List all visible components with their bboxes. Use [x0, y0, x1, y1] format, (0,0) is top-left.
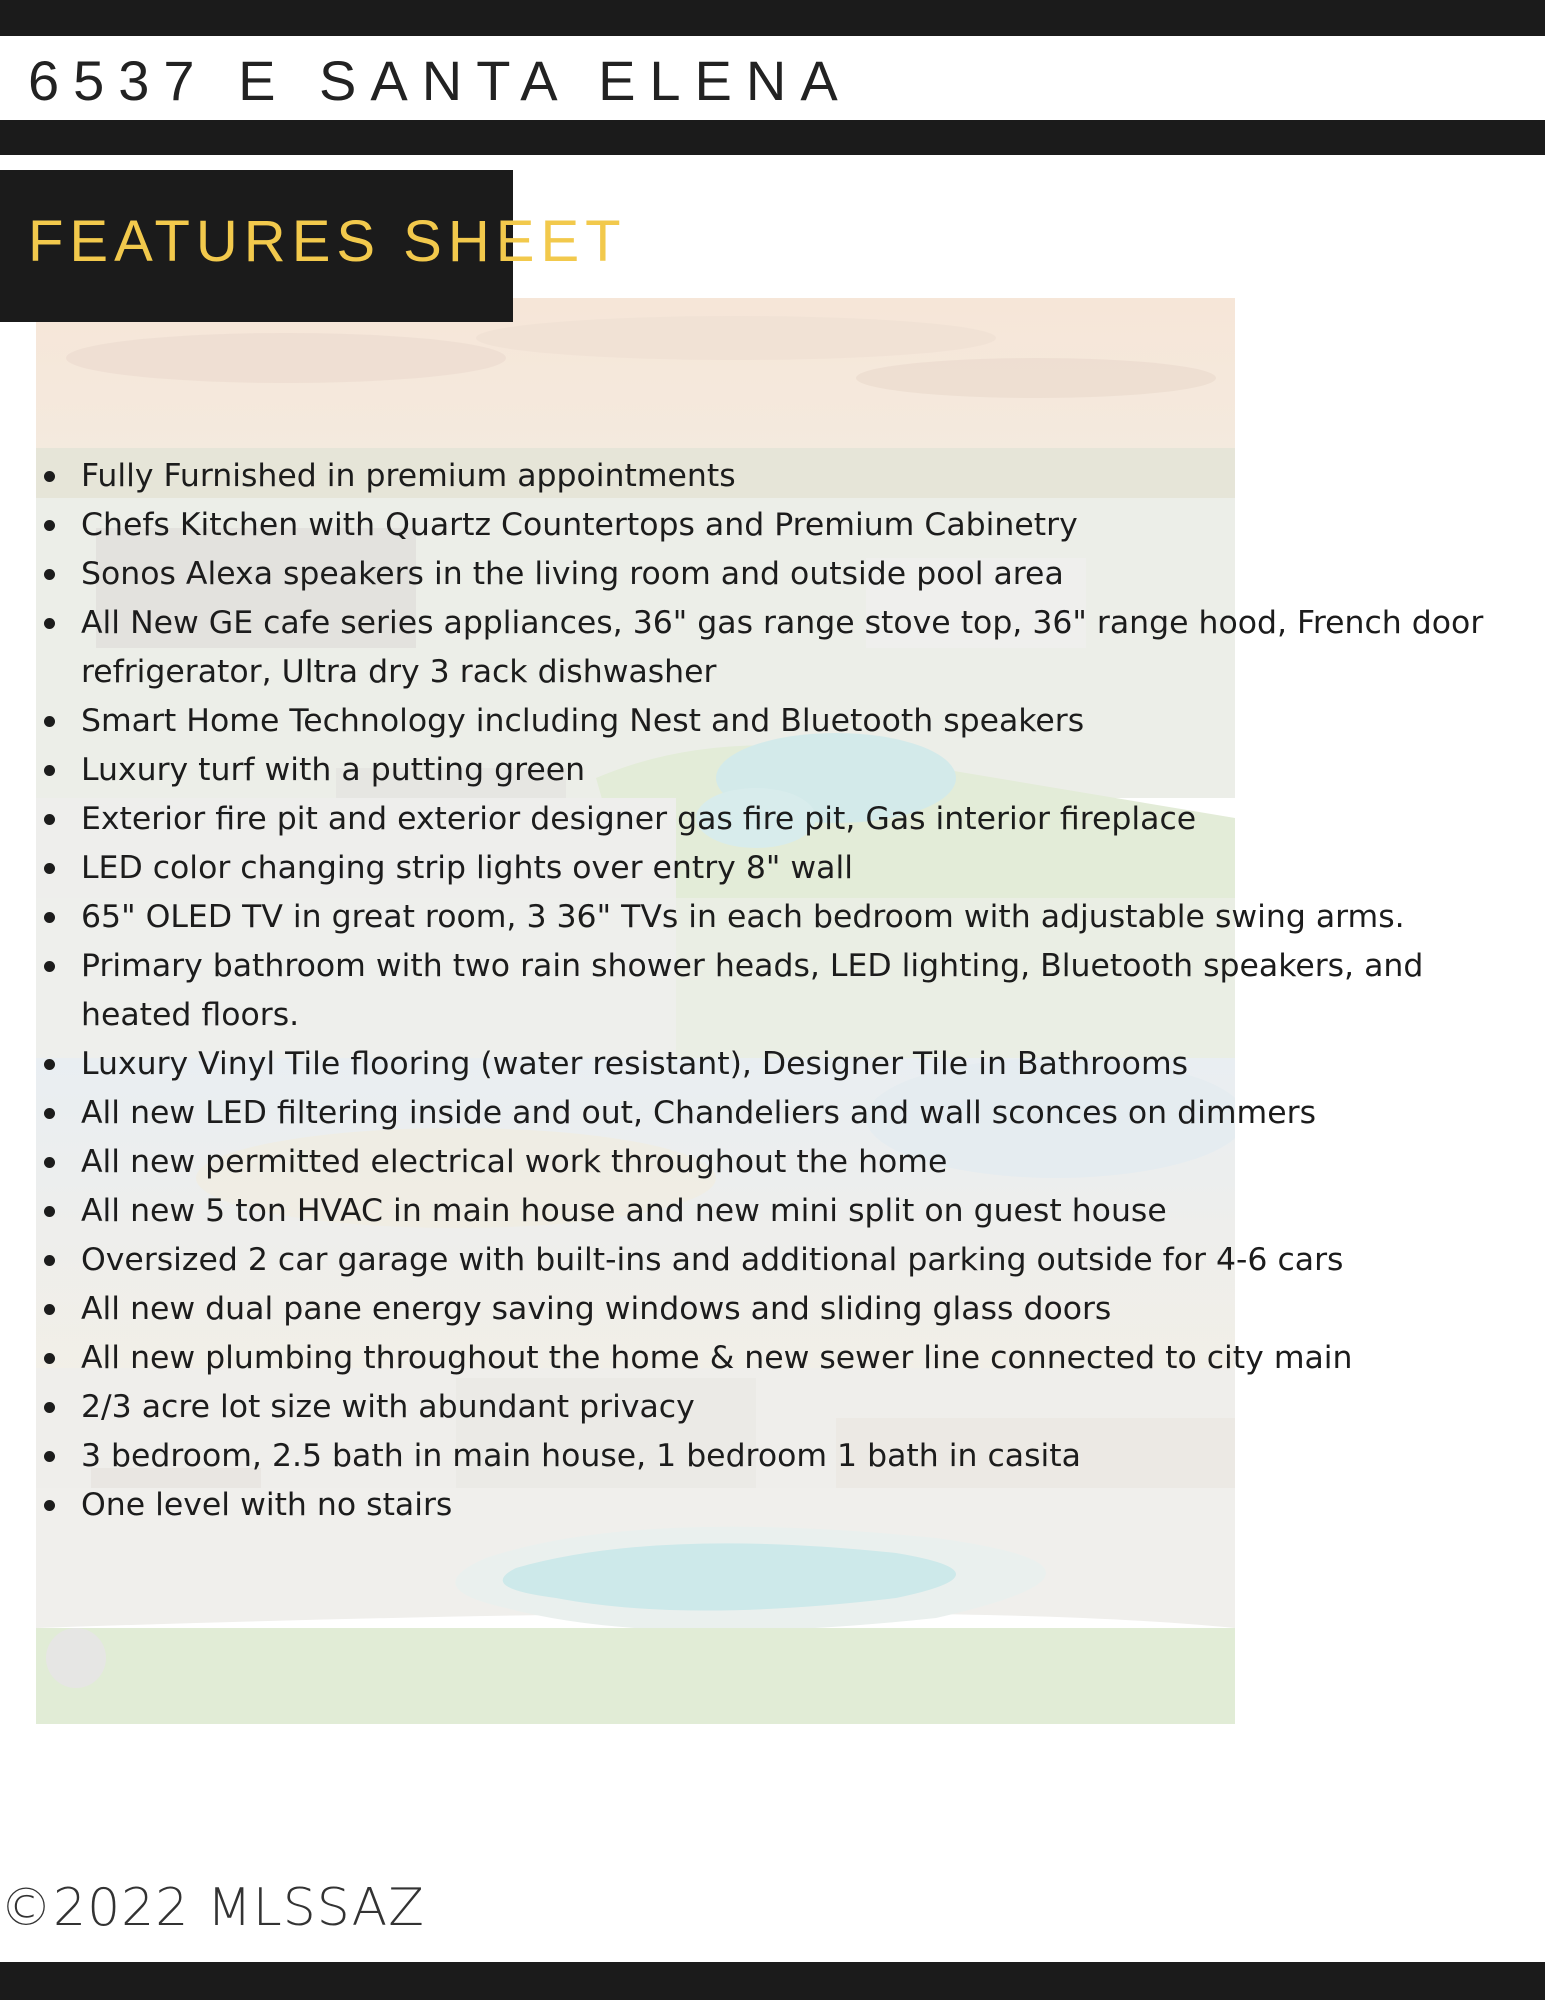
list-item [0, 1187, 1545, 1236]
bullet-icon [44, 1304, 55, 1315]
list-item [0, 697, 1545, 746]
feature-text: 3 bedroom, 2.5 bath in main house, 1 bedroom 1 bath in casita [81, 1438, 1081, 1474]
list-item [0, 1089, 1545, 1138]
list-item [0, 599, 1545, 697]
feature-text: 65" OLED TV in great room, 3 36" TVs in each bedroom with adjustable swing arms. [81, 899, 1405, 935]
list-item [0, 1040, 1545, 1089]
bullet-icon [44, 1059, 55, 1070]
bullet-icon [44, 1402, 55, 1413]
list-item [0, 795, 1545, 844]
bullet-icon [44, 569, 55, 580]
feature-text: All new 5 ton HVAC in main house and new mini split on guest house [81, 1193, 1167, 1229]
feature-text: All new LED filtering inside and out, Chandeliers and wall sconces on dimmers [81, 1095, 1316, 1131]
feature-text: All new plumbing throughout the home & new sewer line connected to city main [81, 1340, 1353, 1376]
copyright-watermark: ©2022 MLSSAZ [0, 1878, 425, 1938]
bullet-icon [44, 863, 55, 874]
list-item [0, 1138, 1545, 1187]
top-bar [0, 0, 1545, 36]
feature-text: Luxury turf with a putting green [81, 752, 586, 788]
list-item [0, 844, 1545, 893]
feature-text: 2/3 acre lot size with abundant privacy [81, 1389, 695, 1425]
bullet-icon [44, 520, 55, 531]
feature-text: LED color changing strip lights over entry 8" wall [81, 850, 853, 886]
bullet-icon [44, 471, 55, 482]
section-title: FEATURES SHEET [28, 209, 627, 274]
bullet-icon [44, 1451, 55, 1462]
bullet-icon [44, 618, 55, 629]
property-address: 6537 E SANTA ELENA [28, 49, 852, 112]
feature-text: Smart Home Technology including Nest and Bluetooth speakers [81, 703, 1085, 739]
feature-text: Primary bathroom with two rain shower heads, LED lighting, Bluetooth speakers, and heated floors. [81, 948, 1424, 1033]
bullet-icon [44, 814, 55, 825]
feature-text: Luxury Vinyl Tile flooring (water resistant), Designer Tile in Bathrooms [81, 1046, 1189, 1082]
list-item [0, 1383, 1545, 1432]
feature-text: One level with no stairs [81, 1487, 453, 1523]
bullet-icon [44, 912, 55, 923]
list-item [0, 893, 1545, 942]
bullet-icon [44, 1206, 55, 1217]
bullet-icon [44, 1353, 55, 1364]
list-item [0, 452, 1545, 501]
bullet-icon [44, 961, 55, 972]
list-item [0, 1432, 1545, 1481]
bullet-icon [44, 1108, 55, 1119]
feature-text: Fully Furnished in premium appointments [81, 458, 736, 494]
bullet-icon [44, 1500, 55, 1511]
list-item [0, 501, 1545, 550]
list-item [0, 1285, 1545, 1334]
feature-text: Oversized 2 car garage with built-ins and additional parking outside for 4-6 cars [81, 1242, 1344, 1278]
feature-text: All New GE cafe series appliances, 36" gas range stove top, 36" range hood, French door refrigerator, Ultra dry 3 rack dishwasher [81, 605, 1484, 690]
list-item [0, 1236, 1545, 1285]
list-item [0, 746, 1545, 795]
list-item [0, 1334, 1545, 1383]
features-list [0, 452, 1545, 1530]
feature-text: Exterior fire pit and exterior designer gas fire pit, Gas interior fireplace [81, 801, 1197, 837]
bottom-bar [0, 1962, 1545, 2000]
bullet-icon [44, 1255, 55, 1266]
bullet-icon [44, 1157, 55, 1168]
bullet-icon [44, 716, 55, 727]
feature-text: All new permitted electrical work throughout the home [81, 1144, 948, 1180]
list-item [0, 550, 1545, 599]
header-divider-bar [0, 120, 1545, 155]
list-item [0, 1481, 1545, 1530]
list-item [0, 942, 1545, 1040]
bullet-icon [44, 765, 55, 776]
feature-text: All new dual pane energy saving windows and sliding glass doors [81, 1291, 1112, 1327]
feature-text: Chefs Kitchen with Quartz Countertops and Premium Cabinetry [81, 507, 1078, 543]
feature-text: Sonos Alexa speakers in the living room and outside pool area [81, 556, 1064, 592]
